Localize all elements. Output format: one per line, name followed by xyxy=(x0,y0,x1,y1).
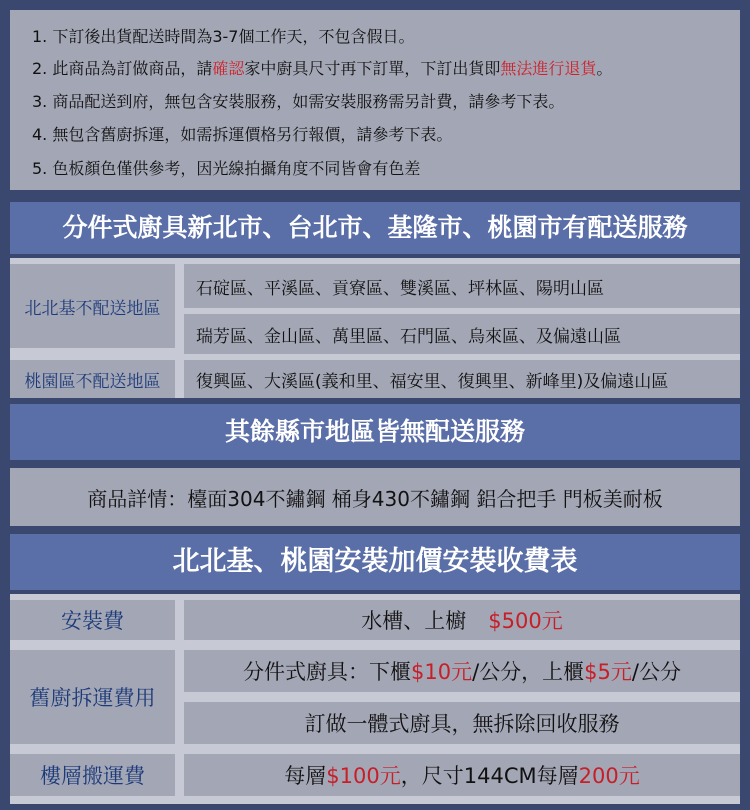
install-fee-price: $500元 xyxy=(488,609,563,633)
removal-fee-upper-price: $5元 xyxy=(584,660,632,684)
removal-fee-row-2: 訂做一體式廚具，無拆除回收服務 xyxy=(184,702,740,744)
note-2 xyxy=(32,56,612,79)
note-4: 4. 無包含舊廚拆運，如需拆運價格另行報價，請參考下表。 xyxy=(32,125,453,144)
removal-fee-text: /公分 xyxy=(631,660,681,684)
notice-box xyxy=(10,10,740,190)
note-2-part: 。 xyxy=(596,59,613,78)
floor-fee-price: $100元 xyxy=(326,764,401,788)
delivery-title: 分件式廚具新北市、台北市、基隆市、桃園市有配送服務 xyxy=(10,202,740,254)
ty-no-delivery-label: 桃園區不配送地區 xyxy=(10,360,175,398)
bbk-no-delivery-row-1: 石碇區、平溪區、貢寮區、雙溪區、坪林區、陽明山區 xyxy=(184,264,740,308)
removal-fee-lower-price: $10元 xyxy=(411,660,473,684)
floor-fee-text: ，尺寸144CM每層 xyxy=(400,764,579,788)
other-counties-title: 其餘縣市地區皆無配送服務 xyxy=(10,404,740,460)
removal-fee-text: 分件式廚具：下櫃 xyxy=(243,660,411,684)
removal-fee-label: 舊廚拆運費用 xyxy=(10,650,175,744)
product-detail: 商品詳情：檯面304不鏽鋼 桶身430不鏽鋼 鋁合把手 門板美耐板 xyxy=(10,468,740,526)
bbk-no-delivery-label: 北北基不配送地區 xyxy=(10,264,175,348)
note-5: 5. 色板顏色僅供參考，因光線拍攝角度不同皆會有色差 xyxy=(32,159,421,178)
removal-fee-text: /公分，上櫃 xyxy=(472,660,585,684)
install-fee-value xyxy=(184,600,740,640)
install-fee-items: 水槽、上櫥 xyxy=(361,609,467,633)
floor-fee-large-price: 200元 xyxy=(578,764,640,788)
note-2-highlight-confirm: 確認 xyxy=(212,59,245,78)
note-1: 1. 下訂後出貨配送時間為3-7個工作天，不包含假日。 xyxy=(32,27,415,46)
bbk-no-delivery-row-2: 瑞芳區、金山區、萬里區、石門區、烏來區、及偏遠山區 xyxy=(184,314,740,354)
ty-no-delivery-row: 復興區、大溪區(義和里、福安里、復興里、新峰里)及偏遠山區 xyxy=(184,360,740,398)
removal-fee-row-1 xyxy=(184,650,740,692)
install-fee-title: 北北基、桃園安裝加價安裝收費表 xyxy=(10,534,740,590)
note-2-highlight-no-return: 無法進行退貨 xyxy=(500,59,597,78)
floor-fee-label: 樓層搬運費 xyxy=(10,754,175,796)
floor-fee-text: 每層 xyxy=(284,764,327,788)
note-2-part: 2. 此商品為訂做商品，請 xyxy=(32,59,213,78)
note-2-part: 家中廚具尺寸再下訂單，下訂出貨即 xyxy=(244,59,501,78)
install-fee-label: 安裝費 xyxy=(10,600,175,640)
note-3: 3. 商品配送到府，無包含安裝服務，如需安裝服務需另計費，請參考下表。 xyxy=(32,92,565,111)
floor-fee-value xyxy=(184,754,740,796)
